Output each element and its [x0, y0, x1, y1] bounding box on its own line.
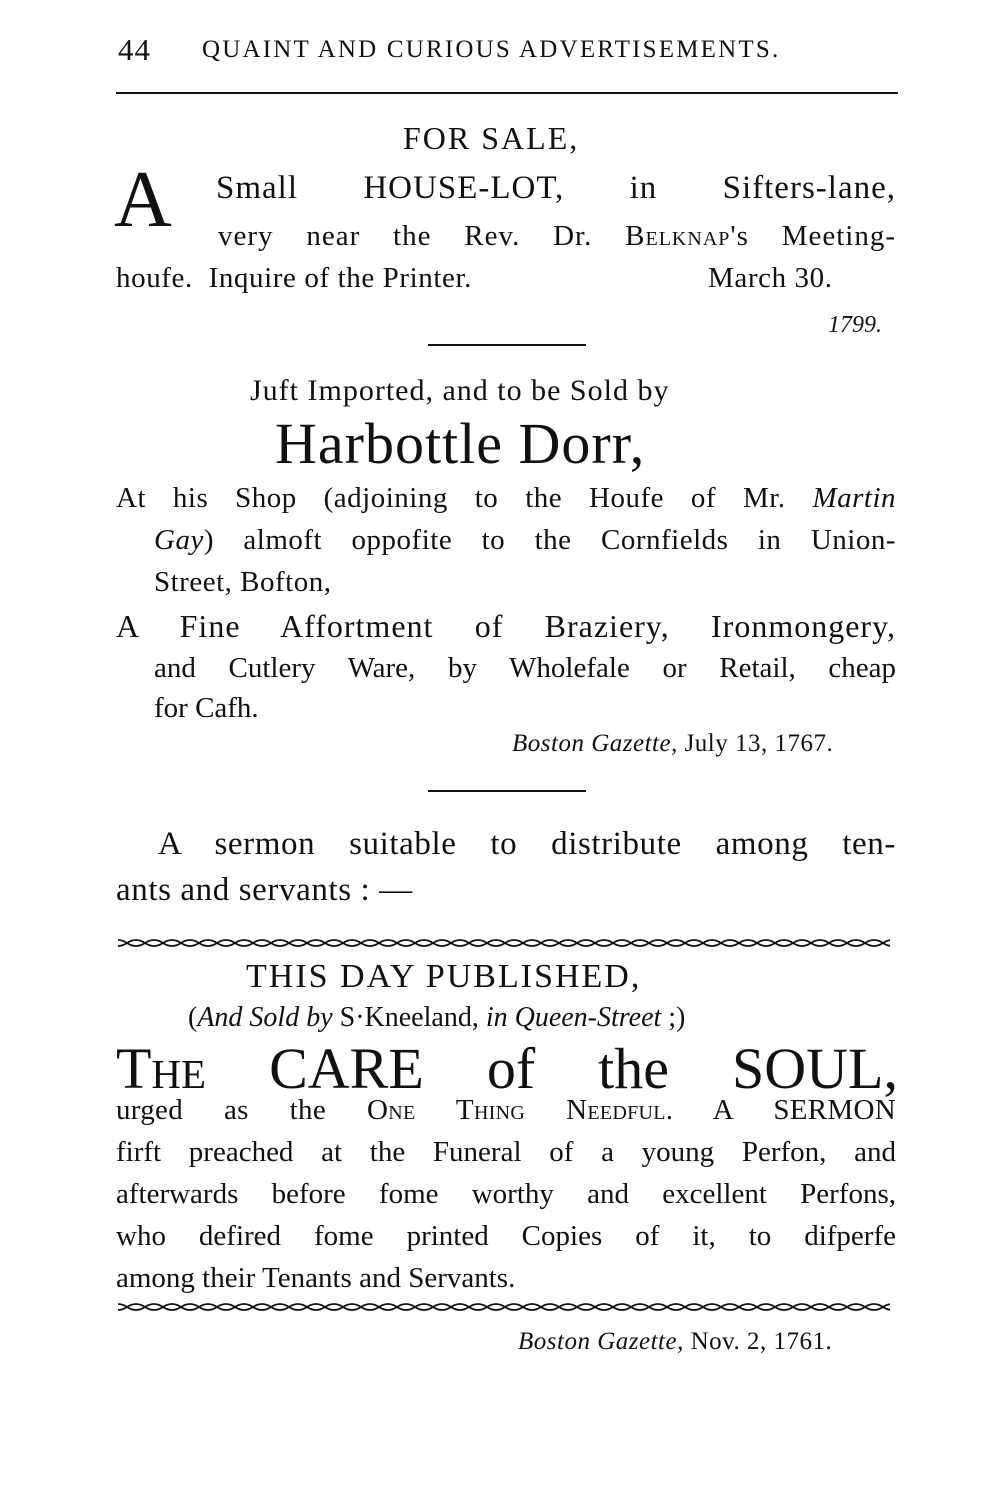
divider-2 — [428, 790, 586, 792]
divider-1 — [428, 344, 586, 346]
ad3-line4-text: who defired fome printed Copies of it, to difperfe — [116, 1220, 896, 1252]
ad3-source — [518, 1328, 832, 1356]
ad1-line3-left: houfe. Inquire of the Printer. — [116, 262, 473, 294]
ad3-line1-one-thing-needful: One Thing Needful. — [366, 1094, 674, 1126]
ad1-line1 — [216, 170, 896, 207]
ad3-paren-open: ( — [188, 1002, 198, 1033]
ad3-seller-name: S·Kneeland, — [332, 1002, 486, 1033]
running-title: QUAINT AND CURIOUS ADVERTISEMENTS. — [202, 36, 781, 63]
ad2-merchant-name: Harbottle Dorr, — [275, 411, 646, 476]
ad3-line2 — [116, 1136, 896, 1169]
ad3-title-the: The — [116, 1036, 207, 1101]
ad3-title-the2: the — [598, 1036, 670, 1101]
ad1-line2-belknap: Belknap — [625, 220, 731, 252]
ad2-line5 — [154, 652, 896, 685]
ad2-line2-text — [154, 524, 896, 557]
ad2-line1-martin: Martin — [812, 482, 897, 514]
ad1-heading: FOR SALE, — [403, 120, 580, 156]
ad3-line1-post: A SERMON — [712, 1094, 896, 1126]
ad1-line2-pre: very near the Rev. Dr. — [218, 220, 593, 252]
ad3-sold-by — [188, 1002, 685, 1034]
ad2-source — [512, 730, 833, 758]
ad2-line2-gay: Gay — [154, 524, 204, 556]
ad2-line6: for Cafh. — [154, 692, 259, 724]
header-rule — [116, 92, 898, 94]
ad3-line3 — [116, 1178, 896, 1211]
ad1-drop-cap: A — [114, 156, 172, 244]
ad2-line1-text — [116, 482, 896, 515]
ad3-line1-pre: urged as the — [116, 1094, 327, 1126]
ad1-date: March 30. — [708, 262, 833, 294]
page-number: 44 — [118, 32, 151, 67]
ad3-line4 — [116, 1220, 896, 1253]
ad3-line3-text: afterwards before fome worthy and excellent Perfons, — [116, 1178, 896, 1210]
ad2-line2 — [154, 524, 896, 557]
ad3-line1-text — [116, 1094, 896, 1127]
ad3-title-care: CARE — [269, 1036, 424, 1101]
ad3-title-soul: SOUL, — [732, 1036, 898, 1101]
ad3-paren-close: ;) — [661, 1002, 686, 1033]
ad2-intro: Juft Imported, and to be Sold by — [250, 374, 670, 407]
ad1-line2 — [218, 220, 896, 253]
ornament-border-bottom — [118, 1302, 890, 1312]
ad1-line1-text: Small HOUSE-LOT, in Sifters-lane, — [216, 170, 896, 206]
ad2-line1-pre: At his Shop (adjoining to the Houfe of Mr. — [116, 482, 786, 514]
commentary-line1-text: A sermon suitable to distribute among ten- — [158, 826, 896, 862]
ad3-line1 — [116, 1094, 896, 1127]
ad2-line3: Street, Bofton, — [154, 566, 332, 598]
ad2-source-paper: Boston Gazette, — [512, 730, 678, 757]
ad3-heading: THIS DAY PUBLISHED, — [246, 958, 642, 995]
ad1-line2-text — [218, 220, 896, 253]
ad2-source-date: July 13, 1767. — [684, 730, 834, 757]
ad2-line1 — [116, 482, 896, 515]
ad3-source-date: Nov. 2, 1761. — [690, 1328, 833, 1355]
ad3-title-of: of — [486, 1036, 536, 1101]
ad3-line2-text: firft preached at the Funeral of a young Perfon, and — [116, 1136, 896, 1168]
ad3-seller-location: in Queen-Street — [485, 1002, 662, 1033]
ad2-line4 — [116, 608, 896, 645]
ad1-line2-post: 's Meeting- — [730, 220, 896, 252]
ad3-source-paper: Boston Gazette, — [518, 1328, 684, 1355]
commentary-line2: ants and servants : — — [116, 872, 413, 908]
ad2-line4-text: A Fine Affortment of Braziery, Ironmongery, — [116, 608, 896, 644]
ad3-sold-by-label: And Sold by — [197, 1002, 333, 1033]
ad1-year: 1799. — [828, 312, 882, 338]
ad3-line5: among their Tenants and Servants. — [116, 1262, 516, 1294]
ornament-border-top — [118, 938, 890, 948]
ad2-line2-post: ) almoft oppofite to the Cornfields in Union- — [203, 524, 896, 556]
commentary-line1 — [158, 826, 896, 863]
ad2-line5-text: and Cutlery Ware, by Wholefale or Retail, cheap — [154, 652, 896, 684]
